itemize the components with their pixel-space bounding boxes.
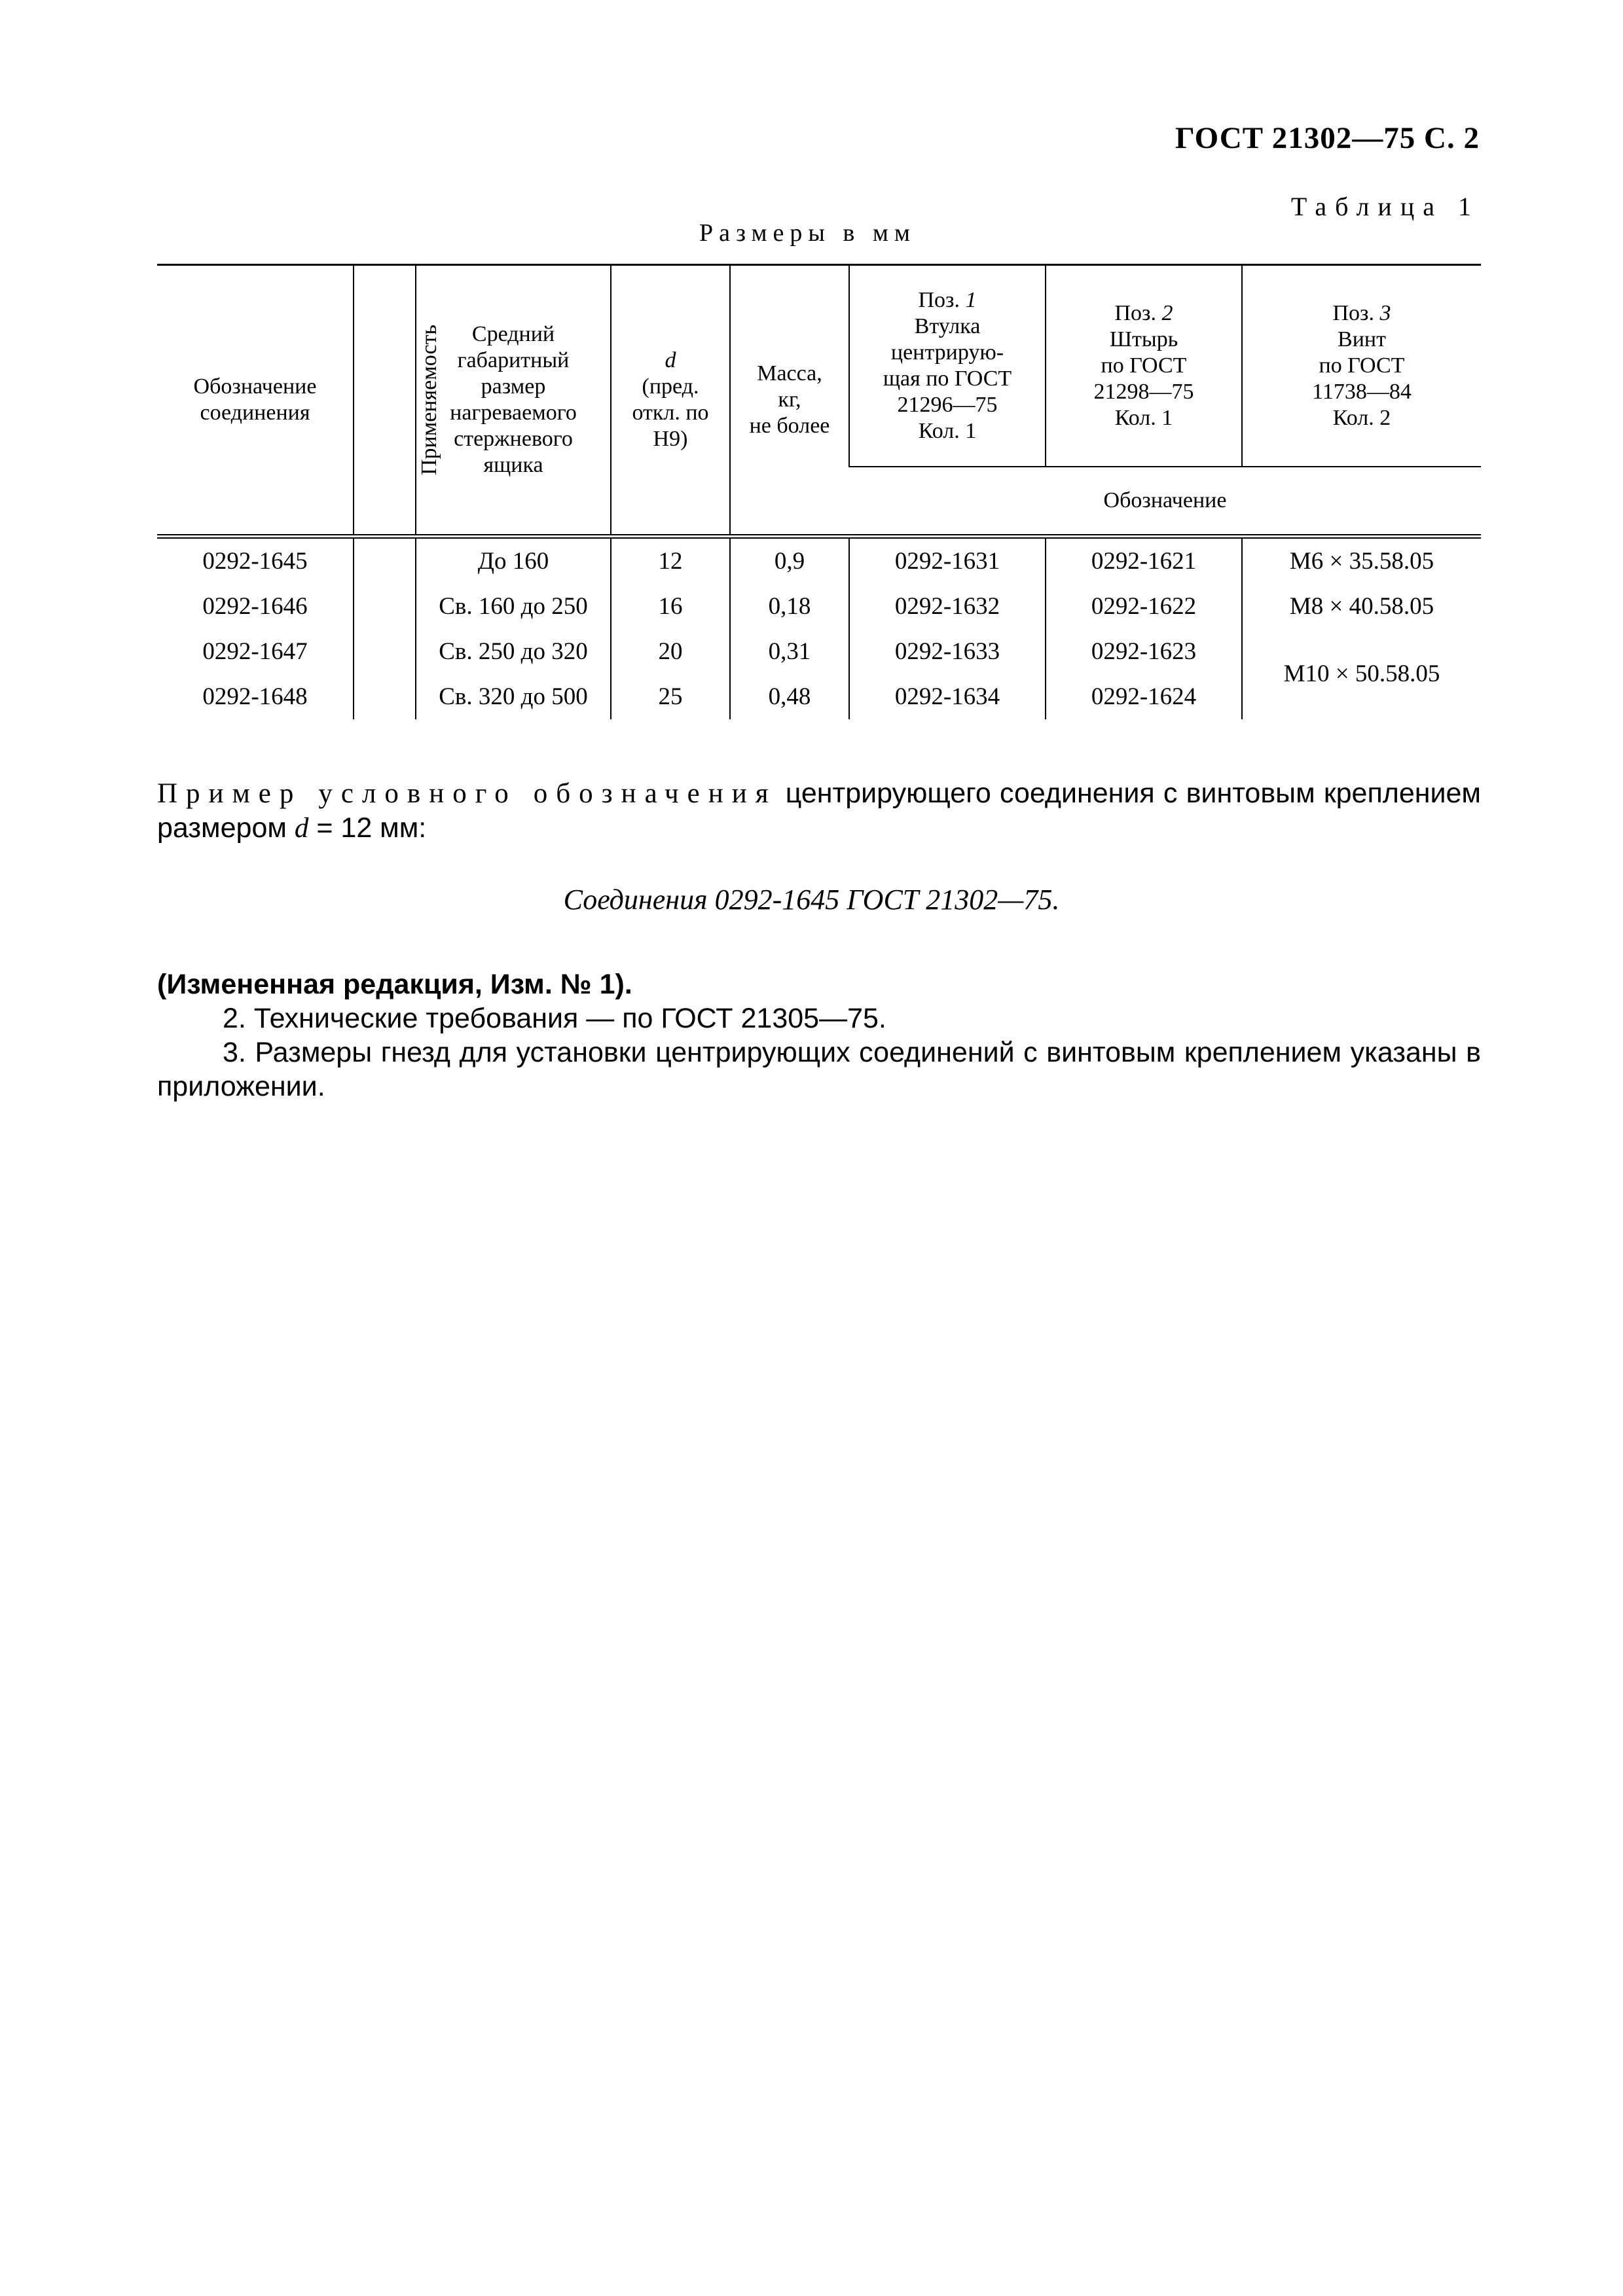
cell-pos2: 0292-1623 (1046, 629, 1242, 674)
example-paragraph (157, 776, 1481, 846)
cell-mass: 0,18 (730, 584, 849, 629)
cell-pos3: M10 × 50.58.05 (1242, 629, 1481, 719)
example-var: d (294, 813, 309, 844)
cell-size: Св. 320 до 500 (416, 674, 611, 719)
header-mass (730, 265, 849, 537)
cell-pos2: 0292-1622 (1046, 584, 1242, 629)
cell-applicability (354, 629, 416, 674)
cell-code: 0292-1645 (157, 537, 354, 584)
cell-pos2: 0292-1624 (1046, 674, 1242, 719)
table-label: Таблица 1 (1290, 192, 1480, 221)
item-2: 2. Технические требования — по ГОСТ 21305—75. (223, 1003, 886, 1034)
example-designation: Соединения 0292-1645 ГОСТ 21302—75. (563, 884, 1060, 916)
cell-code: 0292-1648 (202, 683, 308, 710)
header-applicability (354, 265, 442, 537)
header-avg-size (416, 265, 611, 537)
header-pos3-num: 3 (1379, 301, 1391, 325)
header-pos1-line: 21296—75 (897, 393, 998, 417)
header-d (611, 265, 730, 537)
cell-mass: 0,31 (730, 629, 849, 674)
header-pos1 (849, 265, 1046, 467)
header-pos2 (1046, 265, 1242, 467)
header-pos3-label: Поз. (1332, 301, 1374, 325)
header-pos1-line: центрирую- (890, 340, 1004, 365)
table-row (157, 584, 1481, 629)
units-label: Размеры в мм (699, 219, 916, 247)
cell-d: 12 (611, 537, 730, 584)
header-mass-line: Масса, (757, 361, 822, 386)
header-mass-line: не более (749, 414, 830, 438)
header-pos2-num: 2 (1161, 301, 1173, 325)
cell-applicability (354, 674, 416, 719)
example-tail: = 12 мм: (316, 812, 427, 844)
cell-pos1: 0292-1633 (849, 629, 1046, 674)
table-row (157, 629, 1481, 674)
header-designation-sub: Обозначение (849, 467, 1481, 537)
header-avg-size-line: нагреваемого (450, 401, 577, 425)
cell-mass: 0,48 (730, 674, 849, 719)
amendment-note: (Измененная редакция, Изм. № 1). (157, 969, 632, 1000)
header-pos3-line: Кол. 2 (1332, 406, 1391, 430)
cell-applicability (354, 584, 416, 629)
header-pos2-line: 21298—75 (1093, 380, 1194, 404)
cell-size: Св. 250 до 320 (416, 629, 611, 674)
header-pos1-line: Втулка (914, 314, 981, 338)
page-header: ГОСТ 21302—75 С. 2 (1175, 121, 1480, 155)
cell-d: 25 (611, 674, 730, 719)
cell-d: 16 (611, 584, 730, 629)
header-avg-size-line: Средний (471, 322, 555, 346)
cell-pos1: 0292-1632 (849, 584, 1046, 629)
cell-pos1: 0292-1634 (849, 674, 1046, 719)
header-d-symbol: d (665, 348, 676, 372)
header-pos2-line: Штырь (1109, 327, 1178, 351)
header-mass-line: кг, (778, 387, 801, 412)
cell-pos3: M8 × 40.58.05 (1242, 584, 1481, 629)
cell-code: 0292-1646 (202, 592, 308, 620)
cell-pos1: 0292-1631 (849, 537, 1046, 584)
header-pos2-line: по ГОСТ (1101, 353, 1187, 378)
header-pos1-line: щая по ГОСТ (883, 367, 1012, 391)
cell-applicability (354, 537, 416, 584)
example-rest: центрирующего соединения с винтовым креплением размером (157, 778, 1481, 844)
cell-pos2: 0292-1621 (1046, 537, 1242, 584)
header-pos1-num: 1 (965, 288, 977, 312)
header-applicability-text: Применяемость (417, 324, 442, 476)
header-pos2-label: Поз. (1114, 301, 1156, 325)
cell-pos3: M6 × 35.58.05 (1242, 537, 1481, 584)
header-d-note: откл. по (632, 401, 709, 425)
header-pos1-line: Кол. 1 (918, 419, 977, 443)
cell-code: 0292-1647 (202, 637, 308, 665)
header-avg-size-line: стержневого (454, 427, 573, 451)
header-pos3-line: по ГОСТ (1319, 353, 1405, 378)
header-pos3-line: 11738—84 (1312, 380, 1412, 404)
cell-mass: 0,9 (730, 537, 849, 584)
cell-size: До 160 (416, 537, 611, 584)
header-pos1-label: Поз. (918, 288, 960, 312)
header-d-note: (пред. (642, 374, 699, 399)
table-row (157, 537, 1481, 584)
connections-table (157, 264, 1481, 719)
header-avg-size-line: размер (481, 374, 546, 399)
header-avg-size-line: габаритный (457, 348, 570, 372)
cell-size: Св. 160 до 250 (416, 584, 611, 629)
header-avg-size-line: ящика (483, 453, 543, 477)
header-pos2-line: Кол. 1 (1114, 406, 1173, 430)
header-designation: Обозначение соединения (157, 265, 354, 537)
header-pos3-line: Винт (1338, 327, 1386, 351)
header-d-note: Н9) (653, 427, 688, 451)
header-pos3 (1242, 265, 1481, 467)
item-3: 3. Размеры гнезд для установки центрирующих соединений с винтовым креплением указаны в приложении. (157, 1037, 1481, 1102)
example-lead: Пример условного обозначения (157, 778, 777, 809)
cell-d: 20 (611, 629, 730, 674)
